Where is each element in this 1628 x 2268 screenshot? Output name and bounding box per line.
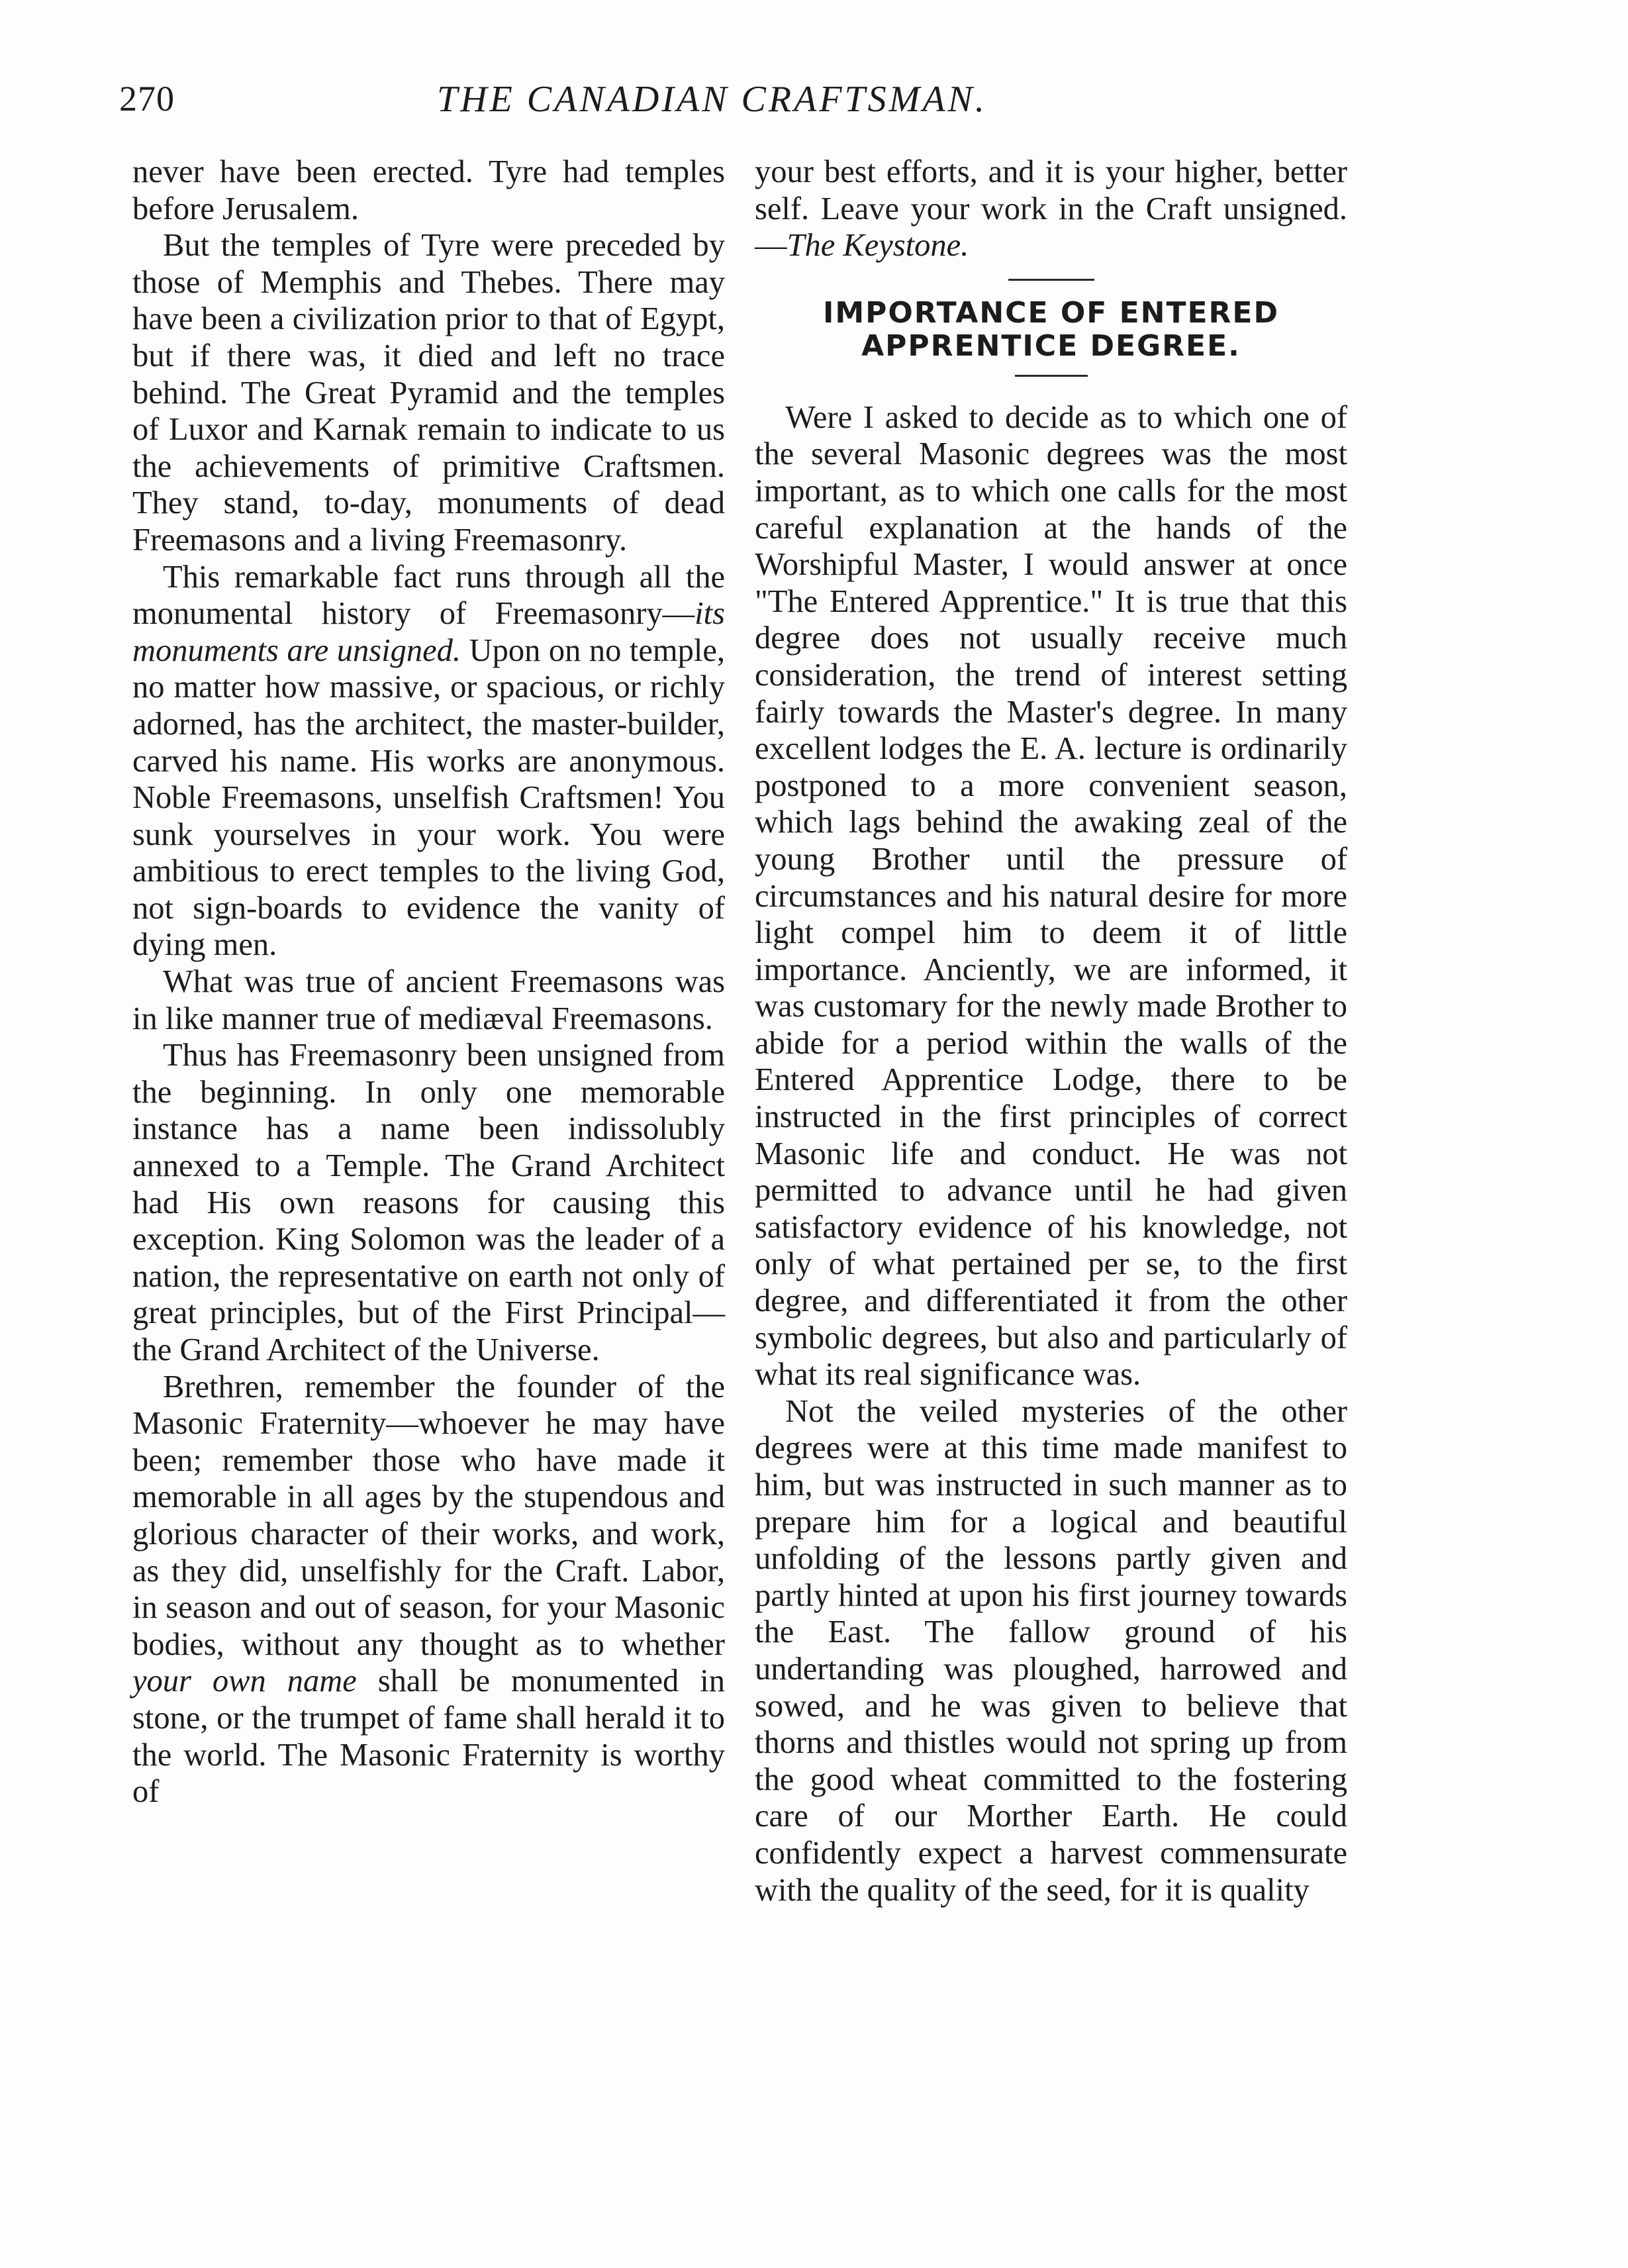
source-citation: The Keystone. xyxy=(787,228,969,264)
right-paragraph-1: Were I asked to decide as to which one of the several Masonic degrees was the most important, as to which one calls for the most careful explanation at the hands of the Worshipful Master, I would answer at once "The Entered Apprentice." It is true that this degree does not usually receive much consideration, the trend of interest setting fairly towards the Master's degree. In many excellent lodges the E. A. lecture is ordinarily postponed to a more convenient season, which lags behind the awaking zeal of the young Brother until the pressure of circumstances and his natural desire for more light compel him to deem it of little importance. Anciently, we are informed, it was customary for the newly made Brother to abide for a period within the walls of the Entered Apprentice Lodge, there to be instructed in the first principles of correct Masonic life and conduct. He was not permitted to advance until he had given satisfactory evidence of his knowledge, not only of what pertained per se, to the first degree, and differentiated it from the other symbolic degrees, but also and particularly of what its real significance was. xyxy=(755,399,1347,1393)
left-paragraph-6-text-b: shall be monumented in stone, or the trumpet of fame shall herald it to the world. The Masonic Fraternity is worthy of xyxy=(132,1663,725,1810)
section-divider xyxy=(1008,279,1094,281)
article-heading-line-2: APPRENTICE DEGREE. xyxy=(861,328,1241,363)
left-paragraph-3-text-a: This remarkable fact runs through all the monumental history of Freemasonry— xyxy=(132,559,725,632)
heading-divider xyxy=(1015,375,1088,377)
running-header xyxy=(119,78,1476,131)
left-paragraph-5: Thus has Freemasonry been unsigned from the beginning. In only one memorable instance has a name been indissolubly annexed to a Temple. The Grand Architect had His own reasons for causing this exception. King Solomon was the leader of a nation, the representative on earth not only of great principles, but of the First Principal—the Grand Architect of the Universe. xyxy=(132,1038,725,1367)
right-column xyxy=(755,154,1347,1908)
article-heading xyxy=(755,297,1347,363)
article-heading-line-1: IMPORTANCE OF ENTERED xyxy=(822,295,1280,330)
running-title: THE CANADIAN CRAFTSMAN. xyxy=(437,79,987,120)
left-paragraph-6-emphasis: your own name xyxy=(132,1663,357,1699)
continuation-paragraph xyxy=(755,154,1347,264)
left-paragraph-3-text-b: Upon on no temple, no matter how massive, or spacious, or richly adorned, has the architect, the master-builder, carved his name. His works are anonymous. Noble Freemasons, unselfish Craftsmen! You sunk yourselves in your work. You were ambitious to erect temples to the living God, not sign-boards to evidence the vanity of dying men. xyxy=(132,632,725,963)
continuation-text: your best efforts, and it is your higher, better self. Leave your work in the Craft unsigned.— xyxy=(755,154,1347,264)
left-paragraph-3-emphasis: its monuments are unsigned. xyxy=(132,596,725,668)
left-paragraph-1: never have been erected. Tyre had temples before Jerusalem. xyxy=(132,154,725,226)
left-paragraph-6 xyxy=(132,1369,725,1810)
left-paragraph-6-text-a: Brethren, remember the founder of the Masonic Fraternity—whoever he may have been; remember those who have made it memorable in all ages by the stupendous and glorious character of their works, and work, as they did, unselfishly for the Craft. Labor, in season and out of season, for your Masonic bodies, without any thought as to whether xyxy=(132,1369,725,1662)
left-column xyxy=(132,154,725,1810)
left-paragraph-4: What was true of ancient Freemasons was in like manner true of mediæval Freemasons. xyxy=(132,964,725,1036)
left-paragraph-3 xyxy=(132,559,725,964)
page-number: 270 xyxy=(119,79,175,119)
left-paragraph-2: But the temples of Tyre were preceded by those of Memphis and Thebes. There may have been a civilization prior to that of Egypt, but if there was, it died and left no trace behind. The Great Pyramid and the temples of Luxor and Karnak remain to indicate to us the achievements of primitive Craftsmen. They stand, to-day, monuments of dead Freemasons and a living Freemasonry. xyxy=(132,228,725,558)
right-paragraph-2: Not the veiled mysteries of the other degrees were at this time made manifest to him, but was instructed in such manner as to prepare him for a logical and beautiful unfolding of the lessons partly given and partly hinted at upon his first journey towards the East. The fallow ground of his undertanding was ploughed, harrowed and sowed, and he was given to believe that thorns and thistles would not spring up from the good wheat committed to the fostering care of our Morther Earth. He could confidently expect a harvest commensurate with the quality of the seed, for it is quality xyxy=(755,1393,1347,1908)
